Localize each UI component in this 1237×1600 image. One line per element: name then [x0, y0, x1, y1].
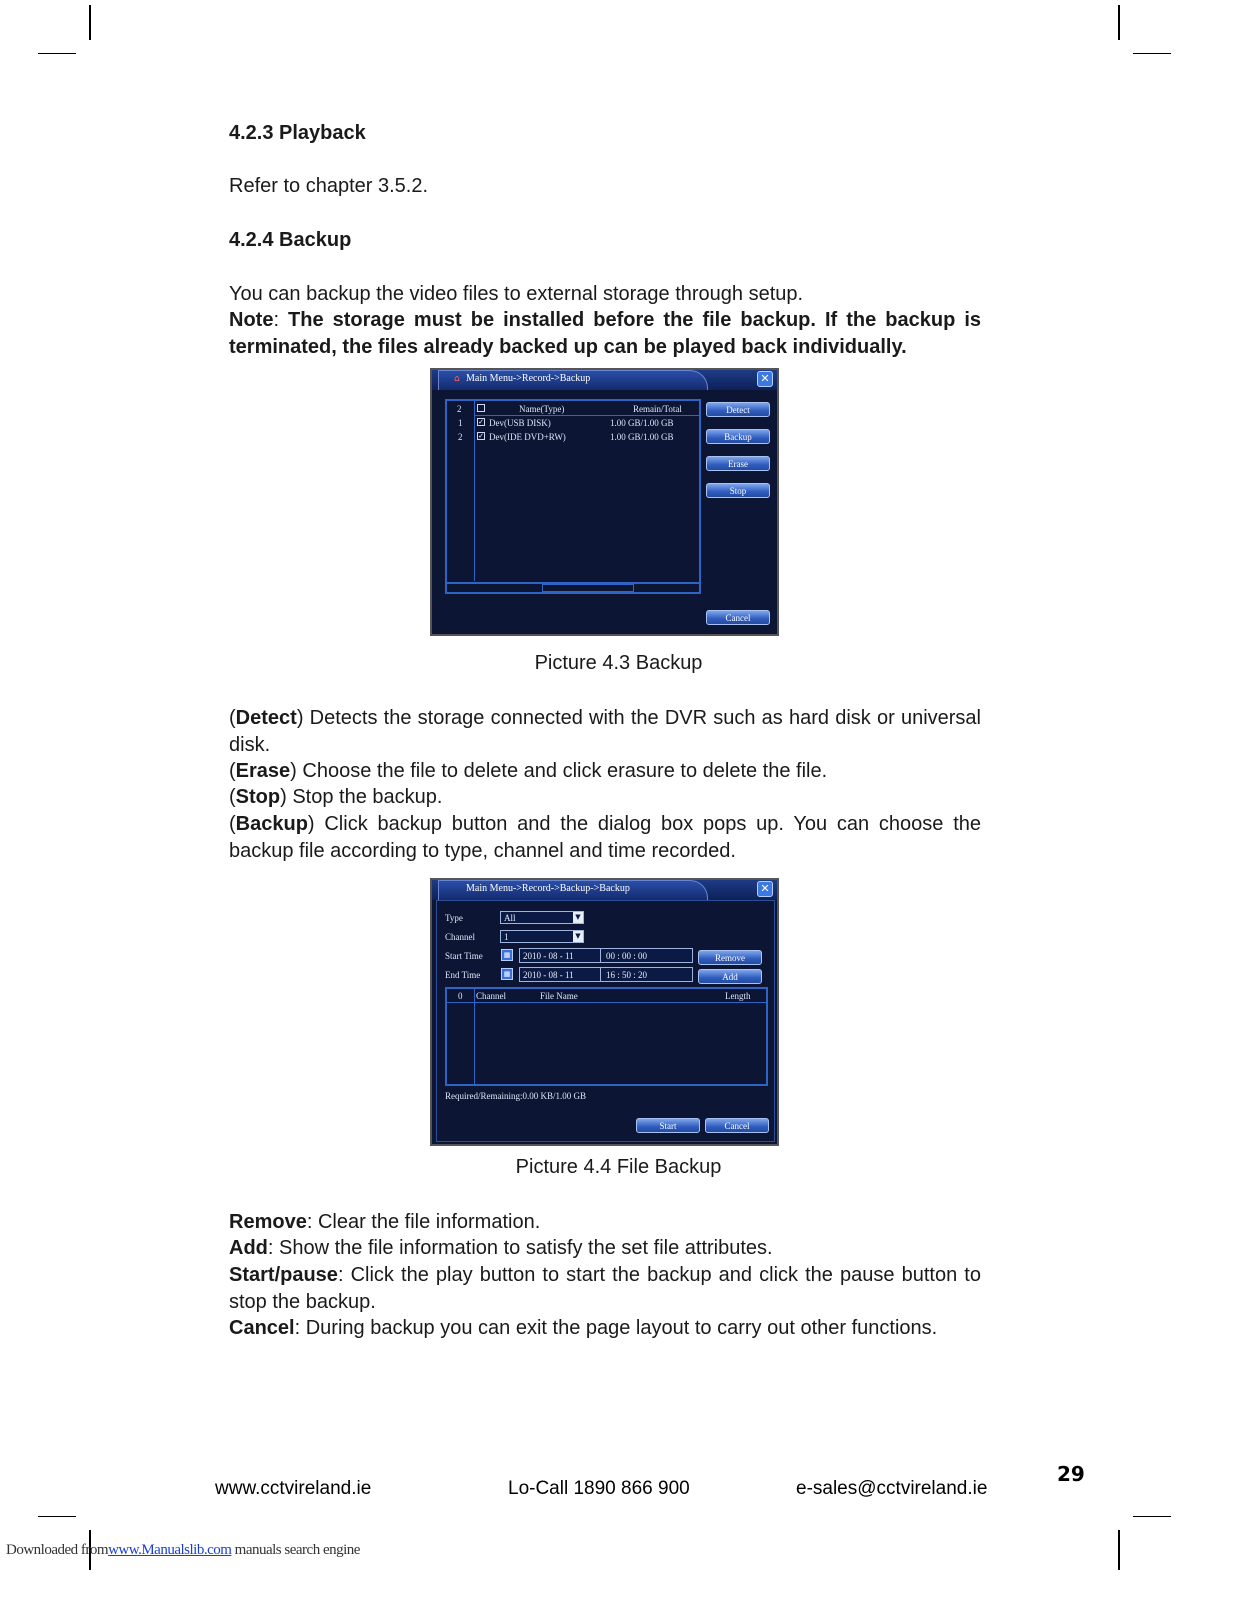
backup-intro: You can backup the video files to external storage through setup. — [229, 283, 804, 305]
add-description: Add: Show the file information to satisfy the set file attributes. — [229, 1237, 773, 1259]
row-checkbox[interactable]: ✓ — [478, 418, 484, 426]
list-divider — [474, 989, 475, 1084]
note-label: Note — [229, 309, 274, 331]
note-text: The storage must be installed before the file backup. If the backup is terminated, the files already backed up can be played back individually. — [229, 309, 981, 358]
list-count: 0 — [458, 991, 463, 1001]
end-clock[interactable]: 16 : 50 : 20 — [606, 970, 648, 980]
column-remain: Remain/Total — [633, 404, 682, 414]
home-icon: ⌂ — [454, 374, 460, 384]
close-icon[interactable]: ✕ — [757, 371, 773, 387]
download-prefix: Downloaded from — [6, 1542, 109, 1558]
crop-mark — [1118, 5, 1120, 40]
detect-description: (Detect) Detects the storage connected with the DVR such as hard disk or universal disk. — [229, 707, 982, 756]
crop-mark — [1133, 53, 1171, 54]
cancel-button[interactable]: Cancel — [706, 610, 770, 625]
column-name: Name(Type) — [519, 404, 565, 414]
close-icon[interactable]: ✕ — [757, 881, 773, 897]
chevron-down-icon: ▼ — [573, 931, 583, 942]
remove-button[interactable]: Remove — [698, 950, 762, 965]
column-length: Length — [725, 991, 751, 1001]
start-pause-description: Start/pause: Click the play button to start the backup and click the pause button to stop the backup. — [229, 1264, 981, 1313]
end-time-label: End Time — [445, 970, 481, 980]
start-button[interactable]: Start — [636, 1118, 700, 1133]
device-list — [445, 399, 701, 594]
row-number: 1 — [458, 418, 463, 428]
backup-description: (Backup) Click backup button and the dialog box pops up. You can choose the backup file according to type, channel and time recorded. — [229, 813, 981, 862]
cancel-label: Cancel — [229, 1317, 295, 1339]
backup-text: Click backup button and the dialog box pops up. You can choose the backup file according to type, channel and time recorded. — [229, 813, 981, 862]
section-heading-backup: 4.2.4 Backup — [229, 229, 352, 251]
add-label: Add — [229, 1237, 268, 1259]
erase-description: (Erase) Choose the file to delete and click erasure to delete the file. — [229, 760, 828, 782]
type-select[interactable] — [500, 911, 584, 924]
download-suffix: manuals search engine — [234, 1542, 360, 1558]
cancel-description: Cancel: During backup you can exit the page layout to carry out other functions. — [229, 1317, 938, 1339]
channel-select[interactable] — [500, 930, 584, 943]
row-number: 2 — [458, 432, 463, 442]
column-channel: Channel — [476, 991, 506, 1001]
remove-label: Remove — [229, 1211, 307, 1233]
erase-label: Erase — [235, 760, 291, 782]
add-text: Show the file information to satisfy the set file attributes. — [279, 1237, 773, 1259]
figure-caption: Picture 4.3 Backup — [534, 652, 703, 674]
channel-label: Channel — [445, 932, 475, 942]
manualslib-link[interactable]: www.Manualslib.com — [108, 1542, 232, 1558]
stop-label: Stop — [235, 786, 281, 808]
playback-text: Refer to chapter 3.5.2. — [229, 175, 429, 197]
crop-mark — [38, 53, 76, 54]
list-header-divider — [474, 415, 699, 416]
start-time-label: Start Time — [445, 951, 483, 961]
calendar-icon[interactable]: ▦ — [501, 949, 513, 961]
page-number: 29 — [1057, 1462, 1085, 1486]
cancel-text: During backup you can exit the page layout to carry out other functions. — [305, 1317, 938, 1339]
crop-mark — [38, 1516, 76, 1517]
row-name[interactable]: Dev(IDE DVD+RW) — [489, 432, 566, 442]
row-name[interactable]: Dev(USB DISK) — [489, 418, 551, 428]
start-pause-text: Click the play button to start the backup and click the pause button to stop the backup. — [229, 1264, 981, 1313]
list-divider — [474, 401, 475, 581]
dialog-title-bar — [432, 880, 777, 900]
detect-label: Detect — [235, 707, 297, 729]
stop-button[interactable]: Stop — [706, 483, 770, 498]
cancel-button[interactable]: Cancel — [705, 1118, 769, 1133]
crop-mark — [1133, 1516, 1171, 1517]
file-backup-dialog-screenshot — [430, 878, 779, 1146]
footer-phone: Lo-Call 1890 866 900 — [508, 1478, 690, 1499]
download-banner — [6, 1542, 360, 1559]
row-checkbox[interactable]: ✓ — [478, 432, 484, 440]
add-button[interactable]: Add — [698, 969, 762, 984]
list-count: 2 — [457, 404, 462, 414]
start-clock[interactable]: 00 : 00 : 00 — [606, 951, 648, 961]
calendar-icon[interactable]: ▦ — [501, 968, 513, 980]
crop-mark — [89, 5, 91, 40]
type-value: All — [504, 913, 516, 923]
erase-text: Choose the file to delete and click erasure to delete the file. — [302, 760, 828, 782]
figure-caption: Picture 4.4 File Backup — [515, 1156, 722, 1178]
required-remaining-status: Required/Remaining:0.00 KB/1.00 GB — [445, 1091, 586, 1101]
remove-description: Remove: Clear the file information. — [229, 1211, 541, 1233]
column-file-name: File Name — [540, 991, 578, 1001]
chevron-down-icon: ▼ — [573, 912, 583, 923]
horizontal-scrollbar[interactable] — [447, 582, 699, 592]
detect-text: Detects the storage connected with the DVR such as hard disk or universal disk. — [229, 707, 982, 756]
backup-label: Backup — [235, 813, 308, 835]
stop-text: Stop the backup. — [292, 786, 443, 808]
erase-button[interactable]: Erase — [706, 456, 770, 471]
row-remain: 1.00 GB/1.00 GB — [610, 432, 674, 442]
file-list — [445, 987, 768, 1086]
backup-note: Note: The storage must be installed before the file backup. If the backup is terminated, the files already backed up can be played back individually. — [229, 309, 981, 358]
footer-website[interactable]: www.cctvireland.ie — [215, 1478, 372, 1499]
detect-button[interactable]: Detect — [706, 402, 770, 417]
start-time-field[interactable] — [519, 948, 693, 963]
start-pause-label: Start/pause — [229, 1264, 338, 1286]
scrollbar-thumb[interactable] — [542, 584, 634, 592]
row-remain: 1.00 GB/1.00 GB — [610, 418, 674, 428]
dialog-title: Main Menu->Record->Backup->Backup — [466, 883, 630, 894]
field-divider — [600, 968, 601, 981]
dialog-title: Main Menu->Record->Backup — [466, 373, 591, 384]
footer-email[interactable]: e-sales@cctvireland.ie — [796, 1478, 988, 1499]
type-label: Type — [445, 913, 463, 923]
stop-description: (Stop) Stop the backup. — [229, 786, 443, 808]
remove-text: Clear the file information. — [317, 1211, 541, 1233]
field-divider — [600, 949, 601, 962]
backup-dialog-screenshot — [430, 368, 779, 636]
channel-value: 1 — [504, 932, 509, 942]
select-all-checkbox[interactable] — [477, 404, 485, 412]
list-header-divider — [447, 1002, 766, 1003]
end-time-field[interactable] — [519, 967, 693, 982]
end-date[interactable]: 2010 - 08 - 11 — [523, 970, 574, 980]
backup-button[interactable]: Backup — [706, 429, 770, 444]
section-heading-playback: 4.2.3 Playback — [229, 122, 366, 144]
crop-mark — [1118, 1530, 1120, 1570]
dialog-title-bar — [432, 370, 777, 390]
start-date[interactable]: 2010 - 08 - 11 — [523, 951, 574, 961]
